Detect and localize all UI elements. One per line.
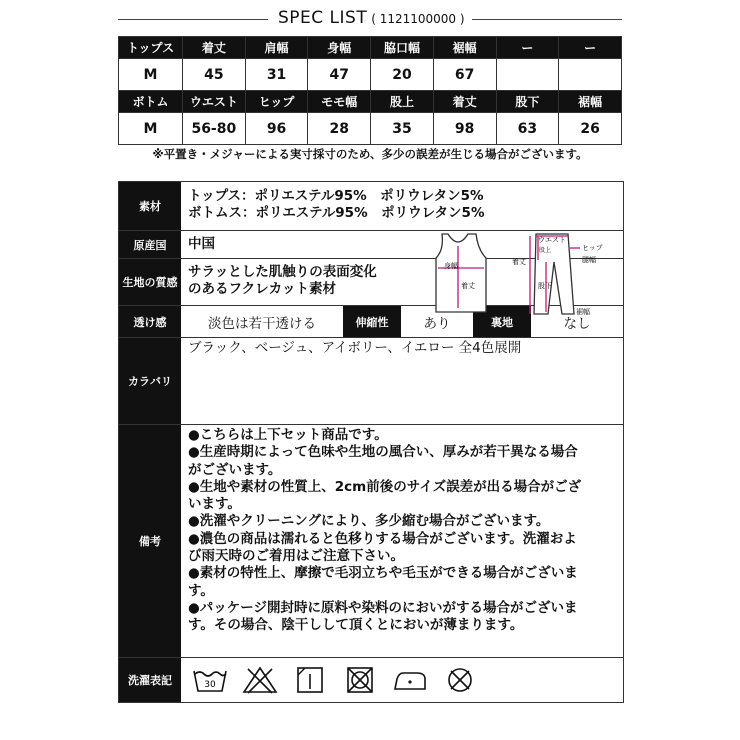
remarks-line: ●生産時期によって色味や生地の風合い、厚みが若干異なる場合 [188, 444, 578, 461]
lining-value: なし [563, 315, 591, 332]
bottoms-value-row [119, 113, 622, 145]
no-bleach-icon [241, 663, 279, 697]
diagram-label: ウエスト [538, 236, 566, 244]
bottoms-header-row [119, 91, 622, 113]
remarks-row [119, 425, 623, 658]
texture-value [181, 259, 384, 305]
remarks-line: います。 [188, 496, 241, 513]
size-value-cell: 20 [371, 59, 434, 91]
lining-label: 裏地 [473, 306, 531, 337]
size-value-cell: 26 [559, 113, 622, 145]
size-value-cell: M [119, 113, 183, 145]
material-value [181, 182, 491, 230]
remarks-label: 備考 [119, 425, 181, 657]
size-header-cell: 股上 [371, 91, 434, 113]
origin-label: 原産国 [119, 231, 181, 258]
size-value-cell: 45 [183, 59, 246, 91]
size-header-cell: ボトム [119, 91, 183, 113]
texture-line: サラッとした肌触りの表面変化 [188, 264, 377, 280]
remarks-line: び雨天時のご着用はご注意下さい。 [188, 548, 404, 565]
wash-temp-text: 30 [204, 680, 216, 690]
spec-list-header [118, 6, 622, 32]
size-value-cell: 98 [433, 113, 496, 145]
material-row [119, 182, 623, 231]
tops-header-row [119, 37, 622, 59]
sheer-label: 透け感 [119, 306, 181, 337]
size-value-cell: 31 [245, 59, 308, 91]
size-value-cell: 28 [308, 113, 371, 145]
material-line: トップス：ポリエステル95% ポリウレタン5% [188, 188, 484, 204]
wash-30-icon [191, 663, 229, 697]
size-header-cell: 着丈 [183, 37, 246, 59]
size-header-cell: 裾幅 [559, 91, 622, 113]
texture-line: のあるフクレカット素材 [188, 281, 336, 297]
diagram-label: ヒップ [582, 244, 603, 252]
size-value-cell: 96 [245, 113, 308, 145]
remarks-line: す。その場合、陰干しして頂くとにおいが薄まります。 [188, 617, 524, 634]
low-iron-icon [391, 663, 429, 697]
tops-value-row [119, 59, 622, 91]
size-header-cell: ヒップ [245, 91, 308, 113]
no-dry-clean-icon [441, 663, 479, 697]
header-rule-right [472, 19, 622, 20]
size-value-cell: 56-80 [183, 113, 246, 145]
diagram-label: 着丈 [512, 258, 526, 266]
material-line: ボトムス：ポリエステル95% ポリウレタン5% [188, 205, 485, 221]
size-header-cell: 肩幅 [245, 37, 308, 59]
size-value-cell: 67 [433, 59, 496, 91]
diagram-label: 股下 [538, 282, 552, 290]
diagram-label: 裾幅 [576, 308, 590, 316]
wash-label: 洗濯表記 [119, 658, 181, 702]
color-label: カラバリ [119, 338, 181, 424]
measurement-note: ※平置き・メジャーによる実寸採寸のため、多少の誤差が生じる場合がございます。 [152, 147, 588, 161]
diagram-label: 腿幅 [582, 256, 596, 264]
size-value-cell [559, 59, 622, 91]
size-header-cell: 股下 [496, 91, 559, 113]
line-dry-shade-icon [291, 663, 329, 697]
remarks-line: す。 [188, 582, 214, 599]
size-value-cell: 63 [496, 113, 559, 145]
sheer-value: 淡色は若干透ける [208, 315, 316, 332]
size-header-cell: 着丈 [433, 91, 496, 113]
origin-value: 中国 [188, 236, 215, 252]
size-value-cell [496, 59, 559, 91]
size-header-cell: 裾幅 [433, 37, 496, 59]
texture-label: 生地の質感 [119, 259, 181, 305]
wash-row [119, 658, 623, 702]
garment-diagram [428, 228, 618, 320]
stretch-value: あり [423, 315, 451, 332]
remarks-line: ●こちらは上下セット商品です。 [188, 427, 388, 443]
size-header-cell: ー [559, 37, 622, 59]
size-header-cell: ウエスト [183, 91, 246, 113]
remarks-line: ●生地や素材の性質上、2cm前後のサイズ誤差が出る場合がござ [188, 478, 582, 495]
color-value: ブラック、ベージュ、アイボリー、イエロー 全4色展開 [188, 340, 522, 356]
wash-icons [181, 658, 479, 702]
remarks-line: ●素材の特性上、摩擦で毛羽立ちや毛玉ができる場合がございま [188, 565, 578, 582]
size-header-cell: ー [496, 37, 559, 59]
size-value-cell: 47 [308, 59, 371, 91]
remarks-line: がございます。 [188, 461, 282, 478]
size-value-cell: 35 [371, 113, 434, 145]
diagram-label: 身幅 [444, 262, 458, 270]
size-header-cell: モモ幅 [308, 91, 371, 113]
pants-outline [534, 234, 574, 314]
remarks-line: ●パッケージ開封時に原料や染料のにおいがする場合がございま [188, 599, 578, 616]
remarks-line: ●濃色の商品は濡れると色移りする場合がございます。洗濯およ [188, 530, 577, 547]
no-tumble-dry-icon [341, 663, 379, 697]
product-code: ( 1121100000 ) [371, 12, 465, 26]
measurement-diagram [428, 228, 618, 320]
remarks-value [181, 425, 588, 657]
stretch-label: 伸縮性 [343, 306, 401, 337]
size-header-cell: トップス [119, 37, 183, 59]
title-text: SPEC LIST [278, 8, 368, 28]
tank-top-outline [436, 234, 486, 312]
size-value-cell: M [119, 59, 183, 91]
diagram-label: 股上 [539, 247, 552, 254]
material-label: 素材 [119, 182, 181, 230]
header-rule-left [118, 19, 268, 20]
size-header-cell: 脇口幅 [371, 37, 434, 59]
diagram-label: 着丈 [461, 282, 475, 290]
size-table [118, 36, 622, 145]
header-title [278, 8, 465, 28]
size-header-cell: 身幅 [308, 37, 371, 59]
color-row [119, 338, 623, 425]
remarks-line: ●洗濯やクリーニングにより、多少縮む場合がございます。 [188, 513, 550, 530]
